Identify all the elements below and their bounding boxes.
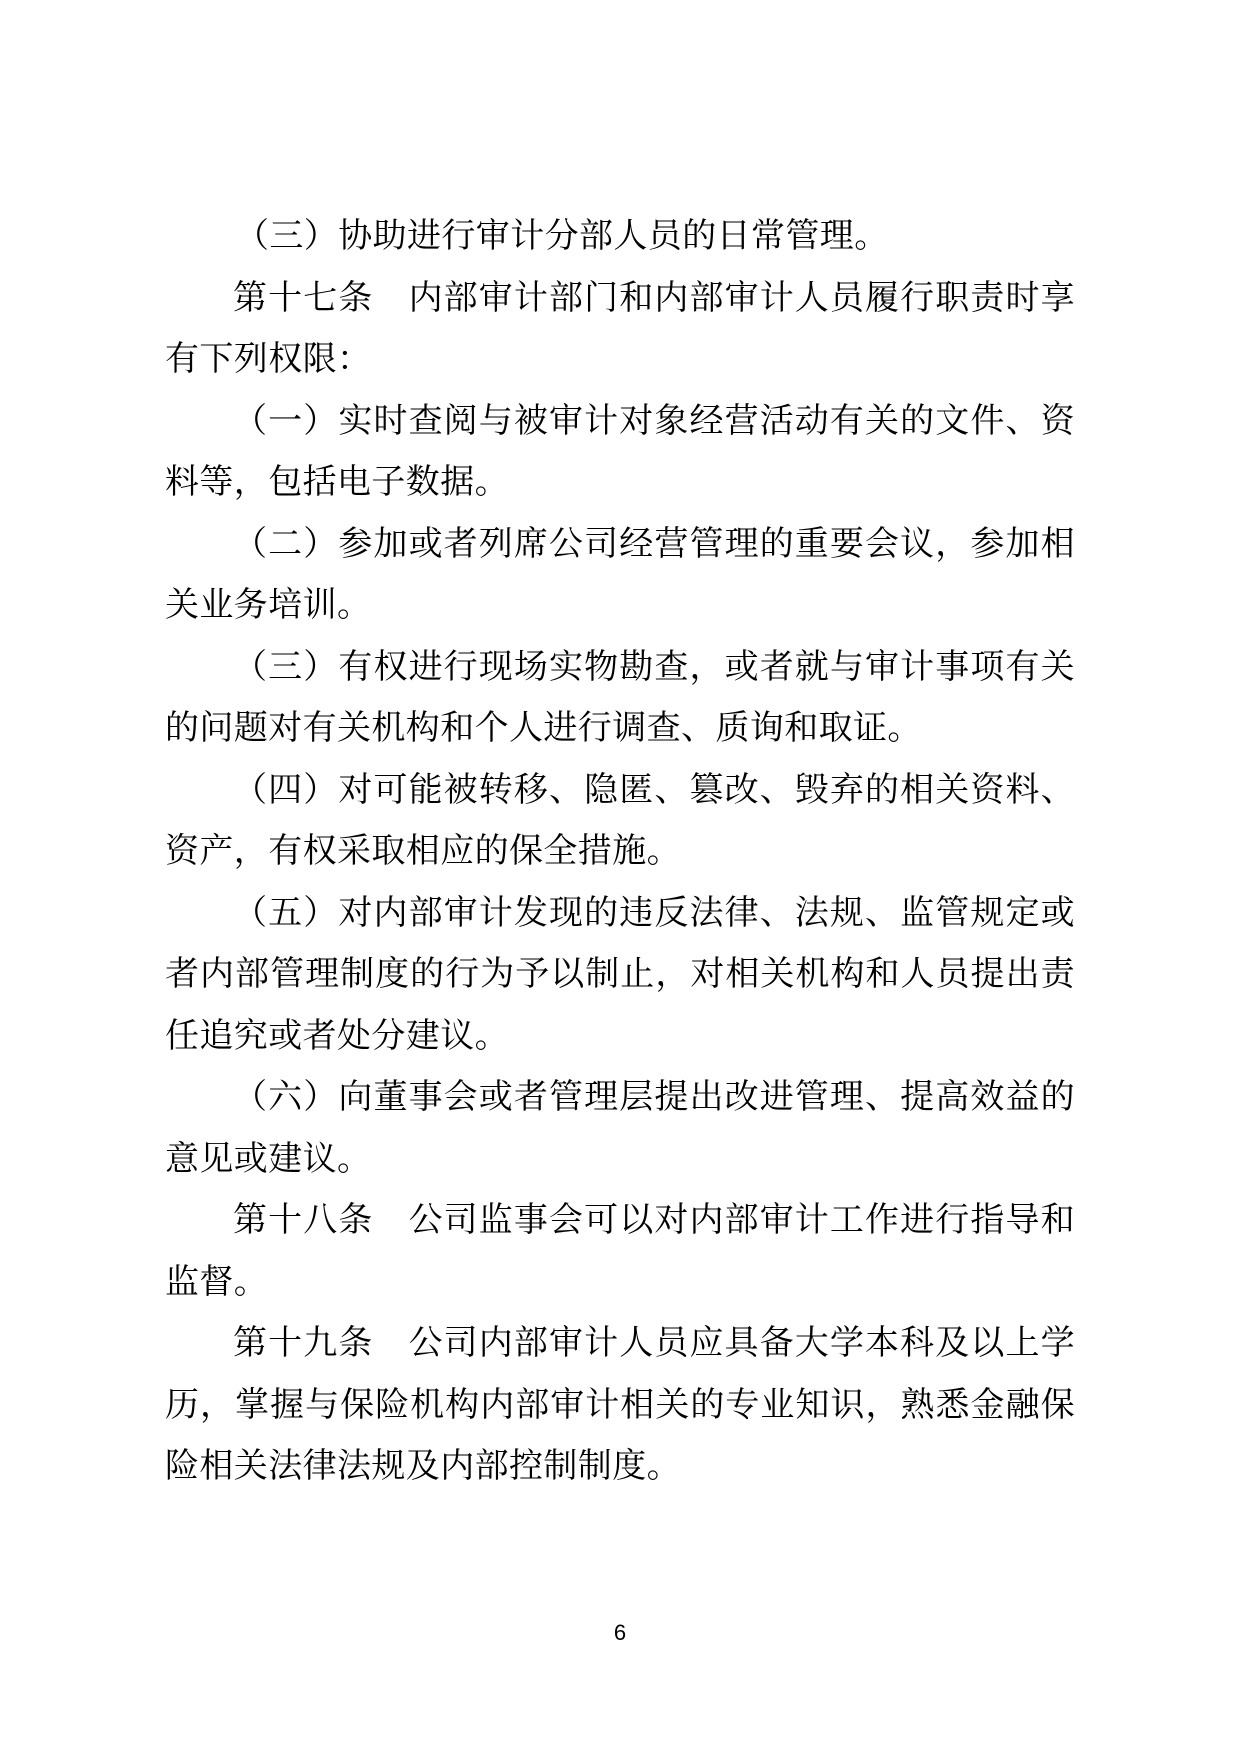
document-body (165, 206, 1075, 1498)
page-number: 6 (613, 1620, 627, 1645)
paragraph-item-3-daily-management: （三）协助进行审计分部人员的日常管理。 (235, 216, 889, 256)
paragraph-item-4-preservation-measures: （四）对可能被转移、隐匿、篡改、毁弃的相关资料、资产，有权采取相应的保全措施。 (165, 769, 1075, 871)
paragraph-article-19: 第十九条 公司内部审计人员应具备大学本科及以上学历，掌握与保险机构内部审计相关的专业知识，熟悉金融保险相关法律法规及内部控制制度。 (165, 1323, 1075, 1486)
paragraph-article-17: 第十七条 内部审计部门和内部审计人员履行职责时享有下列权限： (165, 277, 1075, 379)
paragraph-item-3-site-inspection: （三）有权进行现场实物勘查，或者就与审计事项有关的问题对有关机构和个人进行调查、质询和取证。 (165, 646, 1075, 748)
paragraph-item-2-attend-meetings: （二）参加或者列席公司经营管理的重要会议，参加相关业务培训。 (165, 523, 1075, 625)
paragraph-item-5-stop-violations: （五）对内部审计发现的违反法律、法规、监管规定或者内部管理制度的行为予以制止，对相关机构和人员提出责任追究或者处分建议。 (165, 892, 1075, 1056)
paragraph-article-18: 第十八条 公司监事会可以对内部审计工作进行指导和监督。 (165, 1200, 1075, 1302)
paragraph-item-6-improvement-suggestions: （六）向董事会或者管理层提出改进管理、提高效益的意见或建议。 (165, 1077, 1075, 1179)
paragraph-item-1-review-documents: （一）实时查阅与被审计对象经营活动有关的文件、资料等，包括电子数据。 (165, 400, 1075, 502)
